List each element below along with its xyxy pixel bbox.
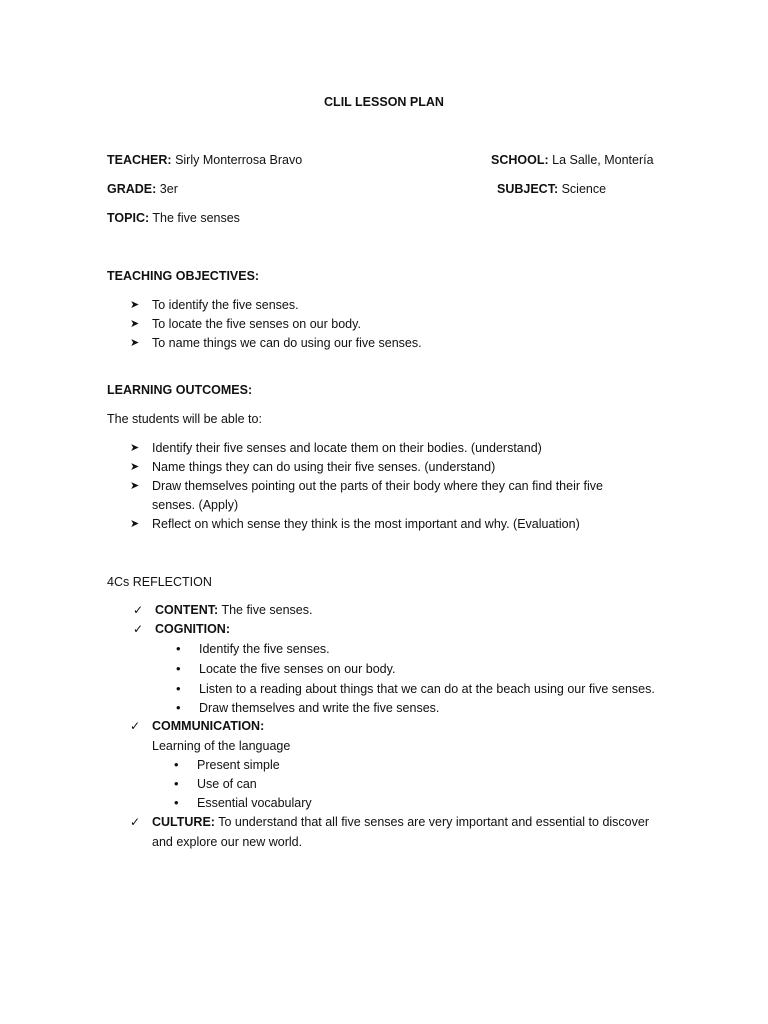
subject-line <box>497 181 606 197</box>
outcomes-intro: The students will be able to: <box>107 412 262 426</box>
culture-item <box>130 814 649 830</box>
arrow-bullet-icon: ➤ <box>130 299 140 311</box>
bullet-icon: • <box>176 661 181 676</box>
bullet-icon: • <box>176 700 181 715</box>
cognition-label: COGNITION: <box>155 622 230 636</box>
culture-continuation: and explore our new world. <box>152 835 303 849</box>
grade-value: 3er <box>156 182 178 196</box>
cognition-bullet <box>176 641 330 657</box>
outcome-continuation: senses. (Apply) <box>152 498 239 512</box>
content-value: The five senses. <box>218 603 313 617</box>
objective-text: To locate the five senses on our body. <box>152 317 361 331</box>
bullet-icon: • <box>174 757 179 772</box>
communication-bullet <box>174 795 312 811</box>
communication-text: Use of can <box>197 777 257 791</box>
bullet-icon: • <box>174 795 179 810</box>
content-label: CONTENT: <box>155 603 219 617</box>
checkmark-icon: ✓ <box>130 719 141 733</box>
school-line <box>491 152 654 168</box>
objective-text: To identify the five senses. <box>152 298 299 312</box>
bullet-icon: • <box>174 776 179 791</box>
culture-label: CULTURE: <box>152 815 215 829</box>
communication-bullet <box>174 757 280 773</box>
cognition-text: Identify the five senses. <box>199 642 330 656</box>
outcome-item <box>130 459 496 475</box>
outcomes-heading: LEARNING OUTCOMES: <box>107 383 253 397</box>
school-label: SCHOOL: <box>491 153 549 167</box>
communication-item <box>130 718 265 734</box>
arrow-bullet-icon: ➤ <box>130 461 140 473</box>
communication-intro: Learning of the language <box>152 739 291 753</box>
cognition-text: Listen to a reading about things that we can do at the beach using our five senses. <box>199 682 655 696</box>
teacher-value: Sirly Monterrosa Bravo <box>171 153 303 167</box>
objective-item <box>130 316 361 332</box>
checkmark-icon: ✓ <box>133 603 144 617</box>
outcome-item <box>130 516 580 532</box>
objective-item <box>130 335 422 351</box>
bullet-icon: • <box>176 681 181 696</box>
cognition-text: Locate the five senses on our body. <box>199 662 396 676</box>
page-title: CLIL LESSON PLAN <box>324 95 444 109</box>
culture-value: To understand that all five senses are very important and essential to discover <box>214 815 649 829</box>
arrow-bullet-icon: ➤ <box>130 318 140 330</box>
communication-text: Present simple <box>197 758 280 772</box>
grade-label: GRADE: <box>107 182 157 196</box>
objective-item <box>130 297 299 313</box>
topic-value: The five senses <box>149 211 240 225</box>
outcome-text: Reflect on which sense they think is the most important and why. (Evaluation) <box>152 517 580 531</box>
arrow-bullet-icon: ➤ <box>130 442 140 454</box>
content-item <box>133 602 313 618</box>
communication-text: Essential vocabulary <box>197 796 312 810</box>
grade-line <box>107 181 178 197</box>
school-value: La Salle, Montería <box>548 153 654 167</box>
cognition-bullet <box>176 661 396 677</box>
cognition-item <box>133 621 230 637</box>
subject-label: SUBJECT: <box>497 182 559 196</box>
arrow-bullet-icon: ➤ <box>130 337 140 349</box>
cognition-bullet <box>176 681 655 697</box>
bullet-icon: • <box>176 641 181 656</box>
outcome-item <box>130 440 542 456</box>
outcome-item <box>130 478 603 494</box>
reflection-heading: 4Cs REFLECTION <box>107 575 212 589</box>
subject-value: Science <box>558 182 607 196</box>
topic-label: TOPIC: <box>107 211 150 225</box>
objectives-heading: TEACHING OBJECTIVES: <box>107 269 260 283</box>
checkmark-icon: ✓ <box>130 815 141 829</box>
teacher-label: TEACHER: <box>107 153 172 167</box>
arrow-bullet-icon: ➤ <box>130 518 140 530</box>
checkmark-icon: ✓ <box>133 622 144 636</box>
communication-label: COMMUNICATION: <box>152 719 265 733</box>
outcome-text: Name things they can do using their five senses. (understand) <box>152 460 496 474</box>
cognition-text: Draw themselves and write the five senses. <box>199 701 440 715</box>
cognition-bullet <box>176 700 440 716</box>
objective-text: To name things we can do using our five senses. <box>152 336 422 350</box>
outcome-text: Draw themselves pointing out the parts of their body where they can find their five <box>152 479 603 493</box>
arrow-bullet-icon: ➤ <box>130 480 140 492</box>
topic-line <box>107 210 240 226</box>
teacher-line <box>107 152 302 168</box>
communication-bullet <box>174 776 257 792</box>
outcome-text: Identify their five senses and locate them on their bodies. (understand) <box>152 441 542 455</box>
